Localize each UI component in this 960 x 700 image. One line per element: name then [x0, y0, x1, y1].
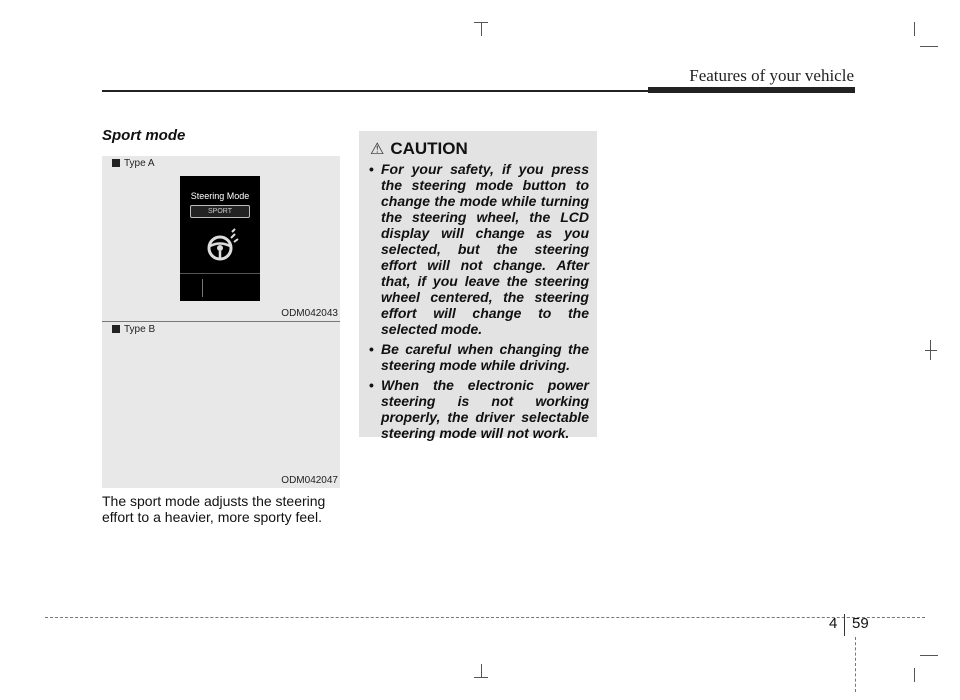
header-rule-accent [648, 87, 855, 93]
caution-item: • Be careful when changing the steering mode while driving. [369, 341, 589, 373]
crop-mark-bottom-center-h [474, 677, 488, 678]
crop-mark-right-center-h [925, 350, 937, 351]
caution-item: • When the electronic power steering is not working properly, the driver selectable steering mode will not work. [369, 377, 589, 441]
steering-wheel-icon [202, 226, 242, 266]
header-rule [102, 90, 650, 92]
lcd-mode-badge: SPORT [190, 205, 250, 218]
lcd-indicator [202, 279, 203, 297]
figure-type-b [102, 321, 340, 488]
lcd-display [180, 176, 260, 301]
page-number-divider [844, 614, 845, 636]
caution-item: • For your safety, if you press the steering mode button to change the mode while turning the steering wheel, the LCD display will change as you selected, but the steering effort will not change. After that, if you leave the steering wheel centered, the steering effort will change to the selected mode. [369, 161, 589, 337]
sport-mode-description: The sport mode adjusts the steering effort to a heavier, more sporty feel. [102, 493, 326, 525]
square-bullet-icon [112, 159, 120, 167]
crop-mark-top-right-v [914, 22, 915, 36]
warning-triangle-icon: ⚠ [370, 141, 385, 158]
chapter-number: 4 [829, 615, 838, 632]
lcd-divider [180, 273, 260, 274]
bullet-icon: • [369, 161, 374, 177]
caution-heading: ⚠ CAUTION [370, 139, 468, 158]
footer-rule [45, 617, 925, 618]
crop-mark-bottom-center-v [481, 664, 482, 678]
figure-a-type-label: Type A [112, 158, 155, 169]
figure-a-code: ODM042043 [281, 308, 338, 319]
page-number: 59 [852, 615, 869, 632]
footer-vertical-rule [855, 637, 856, 692]
figure-type-a [102, 156, 340, 321]
caution-list [369, 161, 589, 445]
bullet-icon: • [369, 377, 374, 393]
crop-mark-bottom-right-v [914, 668, 915, 682]
square-bullet-icon [112, 325, 120, 333]
section-title: Features of your vehicle [689, 66, 854, 85]
bullet-icon: • [369, 341, 374, 357]
crop-mark-bottom-right-h [920, 655, 938, 656]
sport-mode-heading: Sport mode [102, 127, 186, 144]
lcd-title: Steering Mode [190, 191, 250, 201]
crop-mark-top-right-h [920, 46, 938, 47]
crop-mark-top-center-v [481, 22, 482, 36]
figure-b-code: ODM042047 [281, 475, 338, 486]
caution-box [359, 131, 597, 441]
figure-b-type-label: Type B [112, 324, 155, 335]
